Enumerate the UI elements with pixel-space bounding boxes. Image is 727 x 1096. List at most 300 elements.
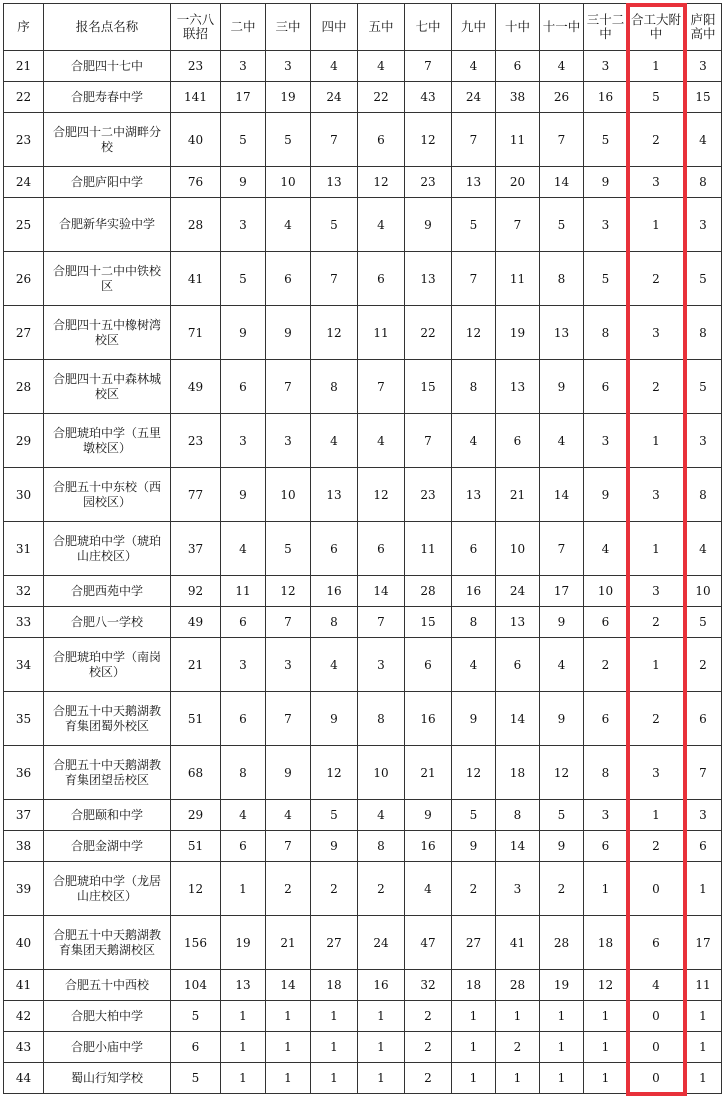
quota-cell: 40 xyxy=(171,113,221,167)
quota-cell: 4 xyxy=(405,862,452,916)
quota-cell: 4 xyxy=(311,638,358,692)
quota-cell: 104 xyxy=(171,970,221,1001)
table-row xyxy=(4,306,722,360)
quota-cell: 3 xyxy=(685,51,722,82)
quota-cell: 11 xyxy=(221,576,266,607)
quota-cell: 49 xyxy=(171,607,221,638)
quota-cell: 10 xyxy=(266,167,311,198)
quota-cell: 1 xyxy=(496,1063,540,1094)
quota-cell: 3 xyxy=(266,51,311,82)
quota-cell: 13 xyxy=(311,167,358,198)
quota-cell: 14 xyxy=(496,692,540,746)
quota-cell: 16 xyxy=(311,576,358,607)
quota-cell: 9 xyxy=(311,692,358,746)
table-row xyxy=(4,252,722,306)
quota-cell: 6 xyxy=(584,360,628,414)
quota-cell: 7 xyxy=(540,113,584,167)
quota-cell: 1 xyxy=(221,1001,266,1032)
quota-cell: 1 xyxy=(266,1063,311,1094)
quota-cell: 23 xyxy=(171,51,221,82)
quota-cell: 0 xyxy=(628,1063,685,1094)
school-name-cell: 合肥西苑中学 xyxy=(44,576,171,607)
quota-cell: 4 xyxy=(266,198,311,252)
quota-cell: 4 xyxy=(685,522,722,576)
quota-cell: 3 xyxy=(584,800,628,831)
quota-cell: 2 xyxy=(628,113,685,167)
quota-cell: 7 xyxy=(358,607,405,638)
quota-cell: 3 xyxy=(358,638,405,692)
quota-cell: 17 xyxy=(685,916,722,970)
quota-cell: 1 xyxy=(358,1063,405,1094)
quota-cell: 5 xyxy=(221,113,266,167)
quota-cell: 14 xyxy=(496,831,540,862)
quota-cell: 8 xyxy=(221,746,266,800)
table-row xyxy=(4,51,722,82)
quota-cell: 8 xyxy=(685,306,722,360)
quota-cell: 9 xyxy=(266,306,311,360)
quota-cell: 1 xyxy=(628,414,685,468)
quota-cell: 3 xyxy=(221,51,266,82)
table-row xyxy=(4,468,722,522)
quota-cell: 1 xyxy=(628,638,685,692)
quota-cell: 7 xyxy=(540,522,584,576)
quota-cell: 32 xyxy=(405,970,452,1001)
quota-cell: 1 xyxy=(685,1063,722,1094)
quota-cell: 13 xyxy=(221,970,266,1001)
row-index-cell: 36 xyxy=(4,746,44,800)
quota-cell: 3 xyxy=(584,414,628,468)
school-name-cell: 合肥大柏中学 xyxy=(44,1001,171,1032)
quota-cell: 2 xyxy=(311,862,358,916)
quota-cell: 16 xyxy=(405,692,452,746)
quota-cell: 5 xyxy=(628,82,685,113)
quota-cell: 23 xyxy=(405,468,452,522)
quota-cell: 5 xyxy=(685,252,722,306)
quota-cell: 6 xyxy=(584,692,628,746)
quota-cell: 156 xyxy=(171,916,221,970)
quota-cell: 5 xyxy=(266,522,311,576)
quota-cell: 3 xyxy=(628,306,685,360)
quota-cell: 10 xyxy=(496,522,540,576)
quota-cell: 6 xyxy=(685,692,722,746)
row-index-cell: 33 xyxy=(4,607,44,638)
quota-cell: 3 xyxy=(628,576,685,607)
quota-cell: 26 xyxy=(540,82,584,113)
quota-cell: 4 xyxy=(266,800,311,831)
quota-cell: 6 xyxy=(405,638,452,692)
quota-cell: 18 xyxy=(496,746,540,800)
quota-cell: 22 xyxy=(358,82,405,113)
quota-cell: 3 xyxy=(221,198,266,252)
row-index-cell: 35 xyxy=(4,692,44,746)
quota-cell: 12 xyxy=(311,746,358,800)
quota-cell: 8 xyxy=(311,607,358,638)
quota-cell: 41 xyxy=(171,252,221,306)
row-index-cell: 38 xyxy=(4,831,44,862)
quota-cell: 18 xyxy=(452,970,496,1001)
quota-cell: 27 xyxy=(452,916,496,970)
quota-cell: 9 xyxy=(540,831,584,862)
quota-cell: 9 xyxy=(540,360,584,414)
quota-cell: 27 xyxy=(311,916,358,970)
quota-cell: 21 xyxy=(496,468,540,522)
quota-cell: 12 xyxy=(311,306,358,360)
quota-cell: 5 xyxy=(452,800,496,831)
quota-cell: 8 xyxy=(685,468,722,522)
quota-cell: 6 xyxy=(685,831,722,862)
quota-cell: 10 xyxy=(584,576,628,607)
school-name-cell: 合肥琥珀中学（龙居山庄校区） xyxy=(44,862,171,916)
quota-cell: 7 xyxy=(266,607,311,638)
quota-cell: 77 xyxy=(171,468,221,522)
quota-cell: 12 xyxy=(266,576,311,607)
column-header: 一六八联招 xyxy=(171,4,221,51)
quota-cell: 6 xyxy=(358,522,405,576)
table-body xyxy=(4,51,722,1094)
quota-cell: 5 xyxy=(540,800,584,831)
quota-cell: 1 xyxy=(496,1001,540,1032)
quota-cell: 13 xyxy=(452,468,496,522)
school-name-cell: 合肥新华实验中学 xyxy=(44,198,171,252)
table-row xyxy=(4,360,722,414)
quota-cell: 5 xyxy=(171,1063,221,1094)
quota-cell: 9 xyxy=(452,692,496,746)
quota-cell: 7 xyxy=(405,414,452,468)
row-index-cell: 21 xyxy=(4,51,44,82)
quota-cell: 1 xyxy=(628,51,685,82)
school-name-cell: 合肥四十七中 xyxy=(44,51,171,82)
row-index-cell: 29 xyxy=(4,414,44,468)
header-row xyxy=(4,4,722,51)
quota-cell: 19 xyxy=(266,82,311,113)
row-index-cell: 23 xyxy=(4,113,44,167)
quota-cell: 0 xyxy=(628,1032,685,1063)
school-name-cell: 合肥四十五中橡树湾校区 xyxy=(44,306,171,360)
quota-cell: 1 xyxy=(540,1063,584,1094)
school-name-cell: 合肥琥珀中学（南岗校区） xyxy=(44,638,171,692)
quota-cell: 16 xyxy=(584,82,628,113)
column-header: 九中 xyxy=(452,4,496,51)
quota-cell: 16 xyxy=(358,970,405,1001)
quota-cell: 28 xyxy=(405,576,452,607)
column-header: 三十二中 xyxy=(584,4,628,51)
quota-cell: 2 xyxy=(540,862,584,916)
quota-cell: 3 xyxy=(685,800,722,831)
school-name-cell: 合肥颐和中学 xyxy=(44,800,171,831)
column-header: 序 xyxy=(4,4,44,51)
quota-cell: 51 xyxy=(171,831,221,862)
quota-cell: 24 xyxy=(311,82,358,113)
quota-cell: 12 xyxy=(171,862,221,916)
quota-cell: 19 xyxy=(221,916,266,970)
table-row xyxy=(4,692,722,746)
quota-cell: 1 xyxy=(685,862,722,916)
quota-cell: 8 xyxy=(311,360,358,414)
quota-cell: 8 xyxy=(452,607,496,638)
quota-cell: 2 xyxy=(685,638,722,692)
column-header: 报名点名称 xyxy=(44,4,171,51)
row-index-cell: 37 xyxy=(4,800,44,831)
row-index-cell: 32 xyxy=(4,576,44,607)
quota-cell: 71 xyxy=(171,306,221,360)
school-name-cell: 合肥八一学校 xyxy=(44,607,171,638)
quota-cell: 23 xyxy=(171,414,221,468)
quota-cell: 3 xyxy=(628,167,685,198)
quota-cell: 41 xyxy=(496,916,540,970)
quota-cell: 11 xyxy=(496,113,540,167)
quota-cell: 7 xyxy=(452,113,496,167)
row-index-cell: 40 xyxy=(4,916,44,970)
quota-cell: 13 xyxy=(405,252,452,306)
quota-cell: 24 xyxy=(358,916,405,970)
quota-cell: 2 xyxy=(628,607,685,638)
quota-cell: 9 xyxy=(221,167,266,198)
column-header: 合工大附中 xyxy=(628,4,685,51)
table-row xyxy=(4,167,722,198)
quota-cell: 6 xyxy=(221,692,266,746)
table-row xyxy=(4,638,722,692)
quota-cell: 1 xyxy=(311,1063,358,1094)
quota-cell: 2 xyxy=(628,831,685,862)
quota-cell: 13 xyxy=(540,306,584,360)
quota-cell: 11 xyxy=(405,522,452,576)
row-index-cell: 26 xyxy=(4,252,44,306)
quota-cell: 8 xyxy=(358,831,405,862)
quota-cell: 6 xyxy=(496,414,540,468)
quota-cell: 2 xyxy=(452,862,496,916)
column-header: 十一中 xyxy=(540,4,584,51)
quota-cell: 7 xyxy=(266,831,311,862)
quota-cell: 8 xyxy=(496,800,540,831)
quota-cell: 4 xyxy=(628,970,685,1001)
quota-cell: 21 xyxy=(266,916,311,970)
quota-cell: 2 xyxy=(266,862,311,916)
quota-cell: 1 xyxy=(584,1032,628,1063)
quota-cell: 9 xyxy=(452,831,496,862)
quota-cell: 24 xyxy=(496,576,540,607)
quota-cell: 19 xyxy=(540,970,584,1001)
quota-cell: 4 xyxy=(358,51,405,82)
quota-cell: 2 xyxy=(628,360,685,414)
quota-cell: 6 xyxy=(584,607,628,638)
row-index-cell: 24 xyxy=(4,167,44,198)
quota-cell: 3 xyxy=(221,414,266,468)
school-name-cell: 合肥五十中天鹅湖教育集团蜀外校区 xyxy=(44,692,171,746)
school-name-cell: 合肥金湖中学 xyxy=(44,831,171,862)
quota-cell: 6 xyxy=(358,252,405,306)
quota-cell: 6 xyxy=(628,916,685,970)
quota-cell: 2 xyxy=(628,692,685,746)
quota-cell: 21 xyxy=(405,746,452,800)
quota-cell: 9 xyxy=(405,198,452,252)
table-row xyxy=(4,1063,722,1094)
quota-cell: 11 xyxy=(358,306,405,360)
quota-cell: 14 xyxy=(540,167,584,198)
quota-cell: 10 xyxy=(266,468,311,522)
row-index-cell: 28 xyxy=(4,360,44,414)
quota-cell: 18 xyxy=(584,916,628,970)
quota-cell: 7 xyxy=(311,113,358,167)
quota-cell: 4 xyxy=(540,51,584,82)
quota-cell: 2 xyxy=(405,1001,452,1032)
quota-cell: 7 xyxy=(496,198,540,252)
quota-cell: 3 xyxy=(628,746,685,800)
table-row xyxy=(4,607,722,638)
quota-cell: 8 xyxy=(540,252,584,306)
quota-cell: 1 xyxy=(685,1001,722,1032)
row-index-cell: 34 xyxy=(4,638,44,692)
quota-cell: 4 xyxy=(540,414,584,468)
quota-cell: 8 xyxy=(584,746,628,800)
row-index-cell: 44 xyxy=(4,1063,44,1094)
quota-cell: 6 xyxy=(221,831,266,862)
column-header: 二中 xyxy=(221,4,266,51)
school-name-cell: 合肥五十中天鹅湖教育集团天鹅湖校区 xyxy=(44,916,171,970)
quota-cell: 3 xyxy=(266,414,311,468)
row-index-cell: 41 xyxy=(4,970,44,1001)
quota-cell: 12 xyxy=(584,970,628,1001)
quota-cell: 8 xyxy=(685,167,722,198)
quota-cell: 4 xyxy=(221,522,266,576)
quota-cell: 3 xyxy=(685,198,722,252)
quota-cell: 1 xyxy=(584,1001,628,1032)
quota-cell: 9 xyxy=(584,167,628,198)
quota-cell: 9 xyxy=(221,468,266,522)
quota-cell: 92 xyxy=(171,576,221,607)
quota-cell: 12 xyxy=(358,167,405,198)
row-index-cell: 43 xyxy=(4,1032,44,1063)
quota-cell: 3 xyxy=(584,198,628,252)
quota-cell: 1 xyxy=(266,1032,311,1063)
quota-cell: 9 xyxy=(540,692,584,746)
quota-cell: 19 xyxy=(496,306,540,360)
table-row xyxy=(4,970,722,1001)
quota-cell: 8 xyxy=(452,360,496,414)
quota-cell: 3 xyxy=(628,468,685,522)
quota-cell: 1 xyxy=(628,198,685,252)
table-row xyxy=(4,113,722,167)
school-name-cell: 合肥寿春中学 xyxy=(44,82,171,113)
row-index-cell: 42 xyxy=(4,1001,44,1032)
quota-cell: 1 xyxy=(452,1001,496,1032)
quota-cell: 6 xyxy=(171,1032,221,1063)
quota-cell: 76 xyxy=(171,167,221,198)
quota-cell: 38 xyxy=(496,82,540,113)
quota-cell: 5 xyxy=(685,607,722,638)
quota-cell: 7 xyxy=(452,252,496,306)
quota-cell: 24 xyxy=(452,82,496,113)
column-header: 四中 xyxy=(311,4,358,51)
table-row xyxy=(4,746,722,800)
school-name-cell: 合肥四十五中森林城校区 xyxy=(44,360,171,414)
quota-cell: 12 xyxy=(452,746,496,800)
quota-cell: 2 xyxy=(496,1032,540,1063)
table-row xyxy=(4,1032,722,1063)
table-row xyxy=(4,522,722,576)
quota-cell: 28 xyxy=(496,970,540,1001)
quota-cell: 6 xyxy=(221,360,266,414)
quota-cell: 5 xyxy=(584,252,628,306)
quota-cell: 1 xyxy=(540,1032,584,1063)
quota-cell: 1 xyxy=(452,1032,496,1063)
quota-cell: 1 xyxy=(584,862,628,916)
quota-cell: 20 xyxy=(496,167,540,198)
quota-cell: 28 xyxy=(540,916,584,970)
quota-cell: 2 xyxy=(628,252,685,306)
quota-cell: 9 xyxy=(266,746,311,800)
quota-cell: 8 xyxy=(584,306,628,360)
quota-cell: 17 xyxy=(221,82,266,113)
allocation-table xyxy=(3,3,722,1094)
quota-cell: 4 xyxy=(685,113,722,167)
column-header: 庐阳高中 xyxy=(685,4,722,51)
quota-cell: 7 xyxy=(685,746,722,800)
quota-cell: 12 xyxy=(540,746,584,800)
column-header: 三中 xyxy=(266,4,311,51)
quota-cell: 4 xyxy=(358,414,405,468)
quota-cell: 1 xyxy=(266,1001,311,1032)
quota-cell: 12 xyxy=(405,113,452,167)
quota-cell: 1 xyxy=(358,1032,405,1063)
quota-cell: 23 xyxy=(405,167,452,198)
quota-cell: 6 xyxy=(496,51,540,82)
quota-cell: 17 xyxy=(540,576,584,607)
quota-cell: 11 xyxy=(685,970,722,1001)
quota-cell: 51 xyxy=(171,692,221,746)
quota-cell: 5 xyxy=(311,800,358,831)
quota-cell: 1 xyxy=(221,1032,266,1063)
quota-cell: 6 xyxy=(496,638,540,692)
quota-cell: 3 xyxy=(584,51,628,82)
quota-cell: 22 xyxy=(405,306,452,360)
quota-cell: 5 xyxy=(540,198,584,252)
quota-cell: 6 xyxy=(266,252,311,306)
quota-cell: 7 xyxy=(358,360,405,414)
school-name-cell: 合肥小庙中学 xyxy=(44,1032,171,1063)
quota-cell: 21 xyxy=(171,638,221,692)
quota-cell: 2 xyxy=(405,1063,452,1094)
quota-cell: 68 xyxy=(171,746,221,800)
quota-cell: 7 xyxy=(266,692,311,746)
quota-cell: 0 xyxy=(628,862,685,916)
quota-cell: 9 xyxy=(540,607,584,638)
quota-cell: 16 xyxy=(405,831,452,862)
quota-cell: 1 xyxy=(311,1032,358,1063)
quota-cell: 6 xyxy=(358,113,405,167)
column-header: 十中 xyxy=(496,4,540,51)
school-name-cell: 合肥四十二中湖畔分校 xyxy=(44,113,171,167)
quota-cell: 37 xyxy=(171,522,221,576)
row-index-cell: 22 xyxy=(4,82,44,113)
quota-cell: 5 xyxy=(452,198,496,252)
row-index-cell: 31 xyxy=(4,522,44,576)
row-index-cell: 25 xyxy=(4,198,44,252)
quota-cell: 14 xyxy=(540,468,584,522)
quota-cell: 18 xyxy=(311,970,358,1001)
quota-cell: 10 xyxy=(358,746,405,800)
quota-cell: 5 xyxy=(685,360,722,414)
quota-cell: 9 xyxy=(584,468,628,522)
quota-cell: 7 xyxy=(405,51,452,82)
quota-cell: 5 xyxy=(311,198,358,252)
quota-cell: 4 xyxy=(452,638,496,692)
school-name-cell: 合肥五十中西校 xyxy=(44,970,171,1001)
quota-cell: 5 xyxy=(266,113,311,167)
quota-cell: 15 xyxy=(685,82,722,113)
quota-cell: 4 xyxy=(358,198,405,252)
row-index-cell: 27 xyxy=(4,306,44,360)
quota-cell: 5 xyxy=(171,1001,221,1032)
